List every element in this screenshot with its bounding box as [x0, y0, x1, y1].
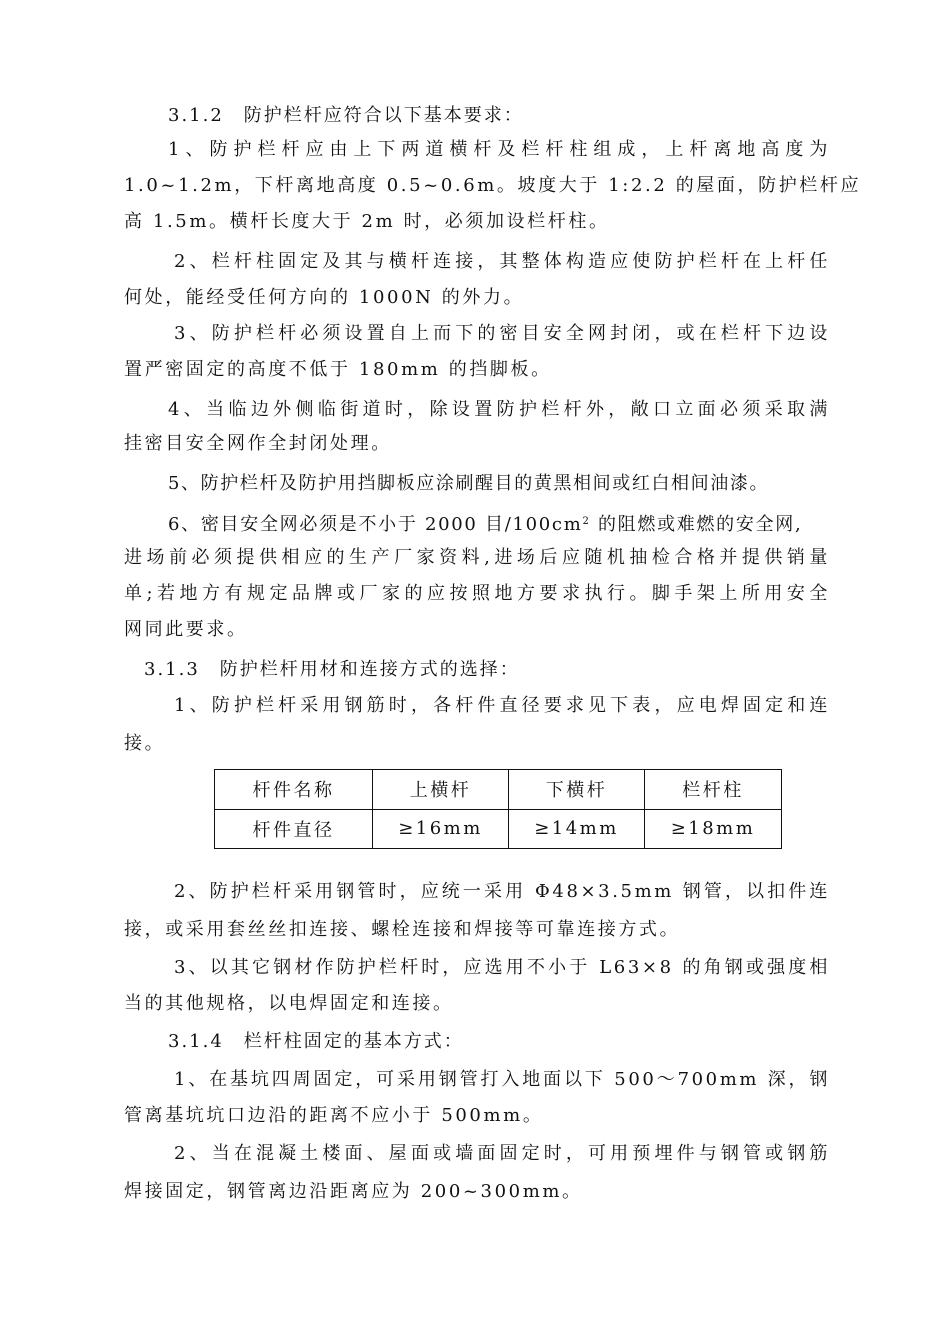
table-header-row — [215, 770, 782, 810]
paragraph-line: 1、防护栏杆采用钢筋时，各杆件直径要求见下表，应电焊固定和连 — [174, 695, 830, 716]
paragraph-line: 高 1.5m。横杆长度大于 2m 时，必须加设栏杆柱。 — [124, 211, 610, 232]
section-heading-3-1-2: 3.1.2 防护栏杆应符合以下基本要求： — [168, 105, 524, 126]
paragraph-line: 接。 — [124, 733, 166, 754]
paragraph-line: 管离基坑坑口边沿的距离不应小于 500mm。 — [124, 1105, 544, 1126]
table-row — [215, 809, 782, 849]
table-header-cell: 下横杆 — [509, 770, 645, 810]
table-header-cell: 上横杆 — [373, 770, 509, 810]
rod-diameter-table — [214, 769, 782, 849]
item-6-text-a: 6、密目安全网必须是不小于 2000 目/100cm — [168, 514, 583, 535]
paragraph-line: 2、当在混凝土楼面、屋面或墙面固定时，可用预埋件与钢管或钢筋 — [174, 1143, 830, 1164]
paragraph-line: 置严密固定的高度不低于 180mm 的挡脚板。 — [124, 359, 552, 380]
paragraph-line: 2、防护栏杆采用钢管时，应统一采用 Φ48×3.5mm 钢管，以扣件连 — [174, 881, 830, 902]
paragraph-line: 网同此要求。 — [124, 619, 248, 640]
paragraph-line: 3、以其它钢材作防护栏杆时，应选用不小于 L63×8 的角钢或强度相 — [174, 957, 830, 978]
section-heading-3-1-4: 3.1.4 栏杆柱固定的基本方式： — [168, 1031, 464, 1052]
paragraph-line — [168, 510, 802, 537]
paragraph-line: 当的其他规格，以电焊固定和连接。 — [124, 993, 454, 1014]
paragraph-line: 单;若地方有规定品牌或厂家的应按照地方要求执行。脚手架上所用安全 — [124, 583, 830, 604]
paragraph-line: 1、防护栏杆应由上下两道横杆及栏杆柱组成，上杆离地高度为 — [168, 139, 830, 160]
table-header-cell: 栏杆柱 — [645, 770, 782, 810]
paragraph-line: 1、在基坑四周固定，可采用钢管打入地面以下 500～700mm 深，钢 — [174, 1069, 830, 1090]
paragraph-line: 3、防护栏杆必须设置自上而下的密目安全网封闭，或在栏杆下边设 — [174, 323, 830, 344]
table-cell: ≥18mm — [645, 809, 782, 849]
paragraph-line: 5、防护栏杆及防护用挡脚板应涂刷醒目的黄黑相间或红白相间油漆。 — [168, 473, 770, 494]
paragraph-line: 进场前必须提供相应的生产厂家资料,进场后应随机抽检合格并提供销量 — [124, 547, 830, 568]
section-heading-3-1-3: 3.1.3 防护栏杆用材和连接方式的选择： — [144, 659, 520, 680]
paragraph-line: 何处，能经受任何方向的 1000N 的外力。 — [124, 287, 525, 308]
paragraph-line: 焊接固定，钢管离边沿距离应为 200~300mm。 — [124, 1181, 583, 1202]
table-header-cell: 杆件名称 — [215, 770, 373, 810]
paragraph-line: 接，或采用套丝丝扣连接、螺栓连接和焊接等可靠连接方式。 — [124, 919, 681, 940]
paragraph-line: 挂密目安全网作全封闭处理。 — [124, 433, 392, 454]
paragraph-line: 2、栏杆柱固定及其与横杆连接，其整体构造应使防护栏杆在上杆任 — [174, 251, 830, 272]
item-6-text-b: 的阻燃或难燃的安全网, — [590, 514, 803, 535]
table-cell: ≥16mm — [373, 809, 509, 849]
table-cell: ≥14mm — [509, 809, 645, 849]
table-cell: 杆件直径 — [215, 809, 373, 849]
superscript-2: 2 — [582, 516, 591, 527]
paragraph-line: 1.0~1.2m，下杆离地高度 0.5~0.6m。坡度大于 1:2.2 的屋面，防护栏杆应 — [124, 175, 862, 196]
paragraph-line: 4、当临边外侧临街道时，除设置防护栏杆外，敞口立面必须采取满 — [168, 399, 830, 420]
